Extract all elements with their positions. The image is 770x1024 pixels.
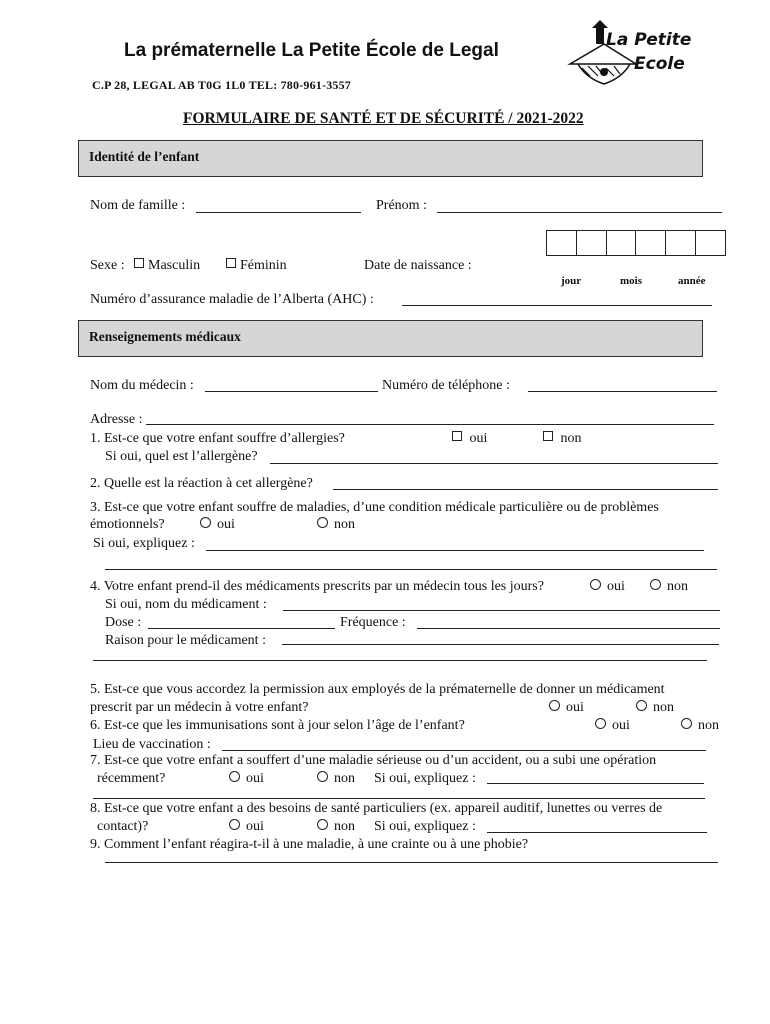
- q6-text: 6. Est-ce que les immunisations sont à jour selon l’âge de l’enfant?: [90, 718, 465, 733]
- section-title-identity: Identité de l’enfant: [89, 149, 200, 164]
- label-non: non: [334, 517, 355, 532]
- field-ahc[interactable]: [402, 305, 712, 306]
- field-telephone[interactable]: [528, 391, 717, 392]
- q5-option-non[interactable]: [636, 700, 674, 716]
- label-non: non: [560, 431, 582, 446]
- field-medicament[interactable]: [283, 610, 720, 611]
- label-mois: mois: [620, 275, 642, 287]
- radio-icon[interactable]: [229, 771, 240, 782]
- q7-option-oui[interactable]: [229, 771, 264, 787]
- q5a-text: 5. Est-ce que vous accordez la permission aux employés de la prématernelle de donner un médicament: [90, 682, 665, 697]
- option-feminin[interactable]: [226, 258, 287, 274]
- radio-icon[interactable]: [681, 718, 692, 729]
- label-oui: oui: [607, 579, 625, 594]
- q4c-text: Dose :: [105, 615, 142, 630]
- radio-icon[interactable]: [229, 819, 240, 830]
- logo-text-line2: Ecole: [634, 54, 685, 74]
- section-header-identity: [78, 140, 703, 177]
- q3-option-oui[interactable]: [200, 517, 235, 533]
- q1-option-oui[interactable]: [452, 431, 487, 447]
- label-annee: année: [678, 275, 706, 287]
- q6-option-non[interactable]: [681, 718, 719, 734]
- label-non: non: [653, 700, 674, 715]
- field-dose[interactable]: [148, 628, 335, 629]
- q5b-text: prescrit par un médecin à votre enfant?: [90, 700, 309, 715]
- field-q9[interactable]: [105, 862, 718, 863]
- label-feminin: Féminin: [240, 258, 287, 273]
- radio-icon[interactable]: [595, 718, 606, 729]
- q4e-text: Raison pour le médicament :: [105, 633, 266, 648]
- field-raison-2[interactable]: [93, 660, 707, 661]
- field-q3-explain-2[interactable]: [105, 569, 717, 570]
- field-q3-explain[interactable]: [206, 550, 704, 551]
- q5-option-oui[interactable]: [549, 700, 584, 716]
- field-lieu-vaccination[interactable]: [222, 750, 706, 751]
- label-oui: oui: [469, 431, 488, 446]
- section-header-medical: [78, 320, 703, 357]
- q7b-text: récemment?: [97, 771, 166, 786]
- radio-icon[interactable]: [317, 771, 328, 782]
- label-non: non: [698, 718, 719, 733]
- school-name: La prématernelle La Petite École de Legal: [124, 40, 499, 61]
- field-q8-explain[interactable]: [487, 832, 707, 833]
- q6b-text: Lieu de vaccination :: [93, 737, 211, 752]
- q3a-text: 3. Est-ce que votre enfant souffre de maladies, d’une condition médicale particulière ou de problèmes: [90, 500, 659, 515]
- radio-icon[interactable]: [636, 700, 647, 711]
- radio-icon[interactable]: [590, 579, 601, 590]
- label-oui: oui: [246, 771, 264, 786]
- radio-icon[interactable]: [317, 517, 328, 528]
- label-non: non: [334, 819, 355, 834]
- label-non: non: [667, 579, 688, 594]
- q8b-text: contact)?: [97, 819, 149, 834]
- q4d-text: Fréquence :: [340, 615, 406, 630]
- q3c-text: Si oui, expliquez :: [93, 536, 195, 551]
- field-raison[interactable]: [282, 644, 719, 645]
- label-adresse: Adresse :: [90, 412, 143, 427]
- field-nom-famille[interactable]: [196, 212, 361, 213]
- field-allergene[interactable]: [270, 463, 718, 464]
- q2-text: 2. Quelle est la réaction à cet allergène?: [90, 476, 313, 491]
- field-reaction[interactable]: [333, 489, 718, 490]
- label-date-naissance: Date de naissance :: [364, 258, 472, 273]
- radio-icon[interactable]: [317, 819, 328, 830]
- q7-si-oui: Si oui, expliquez :: [374, 771, 476, 786]
- label-ahc: Numéro d’assurance maladie de l’Alberta (AHC) :: [90, 292, 374, 307]
- q4-option-non[interactable]: [650, 579, 688, 595]
- q4b-text: Si oui, nom du médicament :: [105, 597, 267, 612]
- label-jour: jour: [561, 275, 582, 287]
- label-masculin: Masculin: [148, 258, 201, 273]
- form-title: FORMULAIRE DE SANTÉ ET DE SÉCURITÉ / 2021-2022: [183, 110, 584, 127]
- q4-option-oui[interactable]: [590, 579, 625, 595]
- q8-option-oui[interactable]: [229, 819, 264, 835]
- label-sexe: Sexe :: [90, 258, 125, 273]
- checkbox-icon[interactable]: [452, 431, 462, 441]
- label-oui: oui: [217, 517, 235, 532]
- label-prenom: Prénom :: [376, 198, 427, 213]
- field-adresse[interactable]: [146, 424, 714, 425]
- label-oui: oui: [566, 700, 584, 715]
- field-medecin[interactable]: [205, 391, 378, 392]
- q8-option-non[interactable]: [317, 819, 355, 835]
- field-prenom[interactable]: [437, 212, 722, 213]
- q8a-text: 8. Est-ce que votre enfant a des besoins de santé particuliers (ex. appareil auditif, lunettes ou verres de: [90, 801, 663, 816]
- section-title-medical: Renseignements médicaux: [89, 329, 241, 344]
- date-naissance-boxes[interactable]: [546, 230, 726, 256]
- checkbox-icon[interactable]: [226, 258, 236, 268]
- radio-icon[interactable]: [549, 700, 560, 711]
- q8-si-oui: Si oui, expliquez :: [374, 819, 476, 834]
- q7-option-non[interactable]: [317, 771, 355, 787]
- label-nom-famille: Nom de famille :: [90, 198, 186, 213]
- school-logo: [566, 20, 692, 92]
- q3b-text: émotionnels?: [90, 517, 165, 532]
- label-medecin: Nom du médecin :: [90, 378, 194, 393]
- q1-text: 1. Est-ce que votre enfant souffre d’allergies?: [90, 431, 345, 446]
- radio-icon[interactable]: [650, 579, 661, 590]
- label-oui: oui: [246, 819, 264, 834]
- q6-option-oui[interactable]: [595, 718, 630, 734]
- field-frequence[interactable]: [417, 628, 720, 629]
- field-q7-explain[interactable]: [487, 783, 704, 784]
- q7a-text: 7. Est-ce que votre enfant a souffert d’une maladie sérieuse ou d’un accident, ou a subi une opération: [90, 753, 657, 768]
- school-address: C.P 28, LEGAL AB T0G 1L0 TEL: 780-961-3557: [92, 78, 351, 92]
- q4-text: 4. Votre enfant prend-il des médicaments prescrits par un médecin tous les jours?: [90, 579, 544, 594]
- logo-text-line1: La Petite: [606, 30, 692, 50]
- q1-option-non[interactable]: [543, 431, 582, 447]
- q3-option-non[interactable]: [317, 517, 355, 533]
- label-non: non: [334, 771, 355, 786]
- option-masculin[interactable]: [134, 258, 200, 274]
- field-q7-explain-2[interactable]: [93, 798, 705, 799]
- radio-icon[interactable]: [200, 517, 211, 528]
- checkbox-icon[interactable]: [134, 258, 144, 268]
- q1b-text: Si oui, quel est l’allergène?: [105, 449, 258, 464]
- checkbox-icon[interactable]: [543, 431, 553, 441]
- label-oui: oui: [612, 718, 630, 733]
- label-telephone: Numéro de téléphone :: [382, 378, 510, 393]
- q9-text: 9. Comment l’enfant réagira-t-il à une maladie, à une crainte ou à une phobie?: [90, 837, 529, 852]
